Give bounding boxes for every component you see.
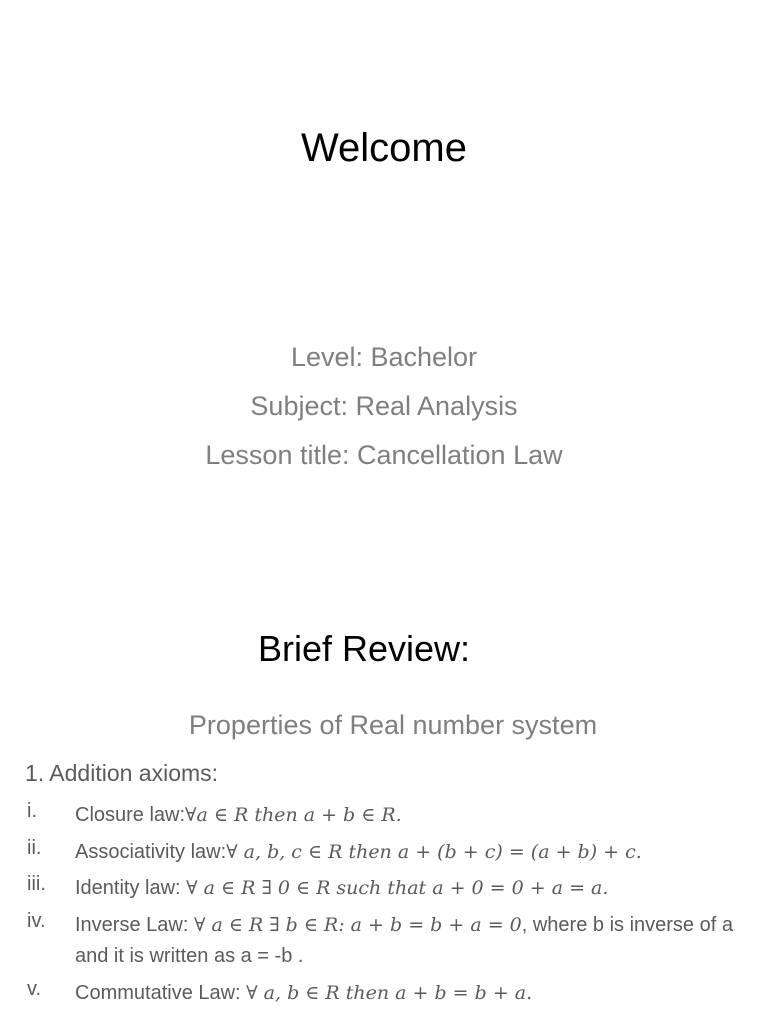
axiom-suffix: , where b is inverse of a and it is written as a = -b . xyxy=(75,914,733,967)
axiom-formula: ∀ a ∈ R ∃ 0 ∈ R such that a + 0 = 0 + a = a. xyxy=(186,877,609,899)
review-title: Brief Review: xyxy=(257,628,471,669)
axiom-numeral: iii. xyxy=(27,873,46,895)
axiom-formula: ∀ a, b ∈ R then a + b = b + a. xyxy=(246,982,533,1004)
axiom-numeral: v. xyxy=(27,978,42,1000)
axiom-text xyxy=(75,910,755,972)
addition-axioms-heading: 1. Addition axioms: xyxy=(25,760,219,786)
lesson-title-text: Lesson title: Cancellation Law xyxy=(205,440,563,470)
axiom-numeral: i. xyxy=(27,800,37,822)
axiom-label: Closure law: xyxy=(75,804,186,826)
subject-text: Subject: Real Analysis xyxy=(250,391,518,421)
course-info xyxy=(0,333,768,480)
axiom-numeral: ii. xyxy=(27,837,42,859)
axiom-label: Identity law: xyxy=(75,877,187,899)
level-text: Level: Bachelor xyxy=(290,342,478,372)
axiom-label: Commutative Law: xyxy=(75,982,247,1004)
axiom-label: Inverse Law: xyxy=(75,914,194,936)
axiom-text xyxy=(75,800,755,831)
axiom-text xyxy=(75,873,755,904)
axiom-text xyxy=(75,837,755,868)
axiom-text xyxy=(75,978,755,1009)
welcome-title: Welcome xyxy=(301,126,467,170)
axiom-label: Associativity law: xyxy=(75,841,227,863)
review-slide xyxy=(0,580,768,1024)
axiom-numeral: iv. xyxy=(27,910,46,932)
axiom-formula: ∀ a, b, c ∈ R then a + (b + c) = (a + b) + c. xyxy=(226,841,642,863)
axiom-formula: ∀a ∈ R then a + b ∈ R. xyxy=(185,804,402,826)
properties-subtitle: Properties of Real number system xyxy=(188,710,598,740)
axiom-formula: ∀ a ∈ R ∃ b ∈ R: a + b = b + a = 0 xyxy=(193,914,522,936)
